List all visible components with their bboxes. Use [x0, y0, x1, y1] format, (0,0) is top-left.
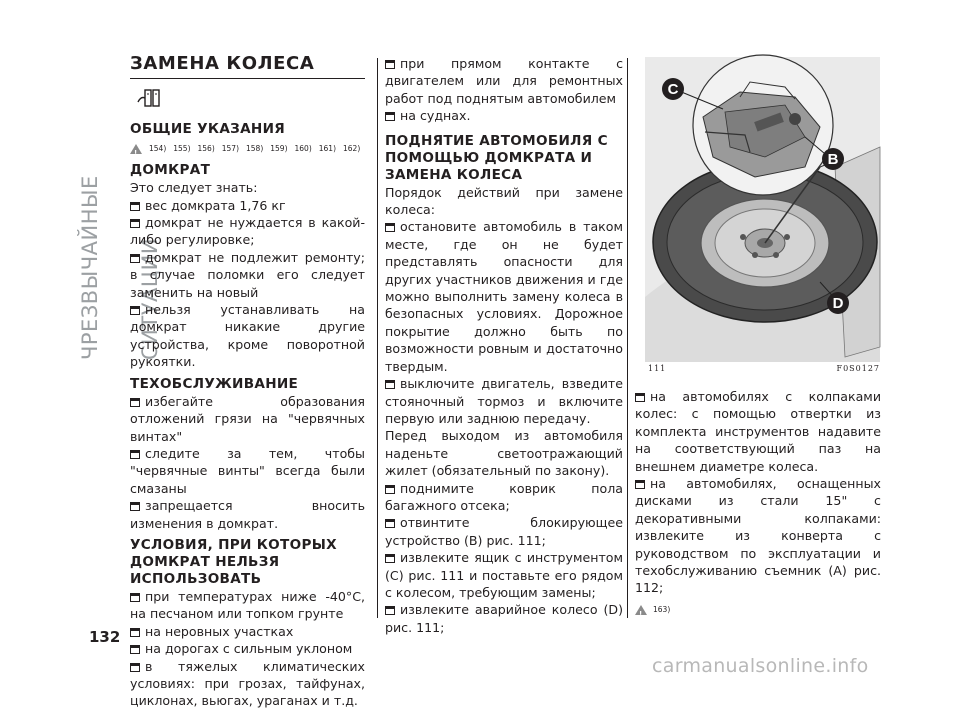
- list-item: нельзя устанавливать на домкрат никакие другие устройства, кроме поворотной рукоятки.: [130, 302, 365, 370]
- list-item: на неровных участках: [130, 623, 365, 640]
- lift-intro: Порядок действий при замене колеса:: [385, 184, 623, 218]
- list-item: следите за тем, чтобы "червячные винты" всегда были смазаны: [130, 445, 365, 496]
- page-number: 132: [89, 628, 121, 646]
- label-d-badge: [827, 292, 849, 314]
- list-item: на суднах.: [385, 107, 623, 124]
- bullet-icon: [385, 554, 395, 563]
- bullet-icon: [130, 645, 140, 654]
- ref: 160): [294, 143, 312, 153]
- bullet-icon: [385, 606, 395, 615]
- bullet-icon: [385, 519, 395, 528]
- bullet-icon: [130, 628, 140, 637]
- figure-code: F0S0127: [836, 364, 880, 373]
- section-title-general: ОБЩИЕ УКАЗАНИЯ: [130, 120, 286, 137]
- list-item: домкрат не подлежит ремонту; в случае поломки его следует заменить на новый: [130, 249, 365, 300]
- jack-intro: Это следует знать:: [130, 180, 258, 196]
- list-item: при температурах ниже -40°C, на песчаном или топком грунте: [130, 588, 365, 622]
- label-c: C: [667, 81, 679, 98]
- ref: 156): [197, 143, 215, 153]
- label-d: D: [832, 295, 844, 312]
- section-side-title: ЧРЕЗВЫЧАЙНЫЕ СИТУАЦИИ: [78, 175, 162, 360]
- list-item: в тяжелых климатических условиях: при грозах, тайфунах, циклонах, вьюгах, ураганах и т.д.: [130, 658, 365, 709]
- label-b: B: [827, 151, 839, 168]
- list-item: на дорогах с сильным уклоном: [130, 640, 365, 657]
- list-item: вес домкрата 1,76 кг: [130, 197, 365, 214]
- list-item: отвинтите блокирующее устройство (В) рис. 111;: [385, 515, 623, 548]
- list-item: при прямом контакте с двигателем или для ремонтных работ под поднятым автомобилем: [385, 56, 623, 106]
- bullet-icon: [635, 480, 645, 489]
- bullet-icon: [130, 202, 140, 211]
- ref: 158): [246, 143, 264, 153]
- section-title-lift: ПОДНЯТИЕ АВТОМОБИЛЯ С ПОМОЩЬЮ ДОМКРАТА И ЗАМЕНА КОЛЕСА: [385, 132, 608, 183]
- section-title-conditions: УСЛОВИЯ, ПРИ КОТОРЫХ ДОМКРАТ НЕЛЬЗЯ ИСПОЛЬЗОВАТЬ: [130, 536, 337, 587]
- list-item: избегайте образования отложений грязи на "червячных винтах": [130, 393, 365, 444]
- bullet-icon: [385, 380, 395, 389]
- manual-book-icon: [136, 87, 164, 109]
- list-item: извлеките ящик с инструментом (С) рис. 111 и поставьте его рядом с колесом, требующим замены;: [385, 550, 623, 600]
- ref: 162): [343, 143, 361, 153]
- section-title-jack: ДОМКРАТ: [130, 162, 211, 179]
- ref: 157): [221, 143, 239, 153]
- list-item: запрещается вносить изменения в домкрат.: [130, 498, 365, 531]
- ref: 159): [270, 143, 288, 153]
- bullet-icon: [130, 306, 140, 315]
- label-b-badge: [822, 148, 844, 170]
- bullet-icon: [385, 223, 395, 232]
- bullet-icon: [130, 219, 140, 228]
- bullet-icon: [385, 485, 395, 494]
- warning-ref: ! 163): [635, 601, 881, 618]
- list-item: поднимите коврик пола багажного отсека;: [385, 480, 623, 513]
- column-1: [130, 55, 365, 710]
- figure-caption: [648, 364, 880, 373]
- column-3: [635, 388, 881, 618]
- list-item: на автомобилях, оснащенных дисками из стали 15" с декоративными колпаками: извлеките из конверта с руководством по эксплуатации и техобслуживанию съемник (A) рис. 112;: [635, 476, 881, 596]
- bullet-icon: [385, 112, 395, 121]
- watermark: carmanualsonline.info: [652, 655, 869, 677]
- bullet-icon: [130, 450, 140, 459]
- warning-icon: [130, 144, 142, 154]
- list-item: домкрат не нуждается в какой-либо регулировке;: [130, 215, 365, 248]
- warning-icon: [635, 605, 647, 615]
- bullet-icon: [130, 254, 140, 263]
- bullet-icon: [130, 593, 140, 602]
- spare-wheel-figure: [645, 57, 880, 362]
- ref: 161): [318, 143, 336, 153]
- list-item: остановите автомобиль в таком месте, где он не будет представлять опасности для других участников движения и где можно выполнить замену колеса в безопасных условиях. Дорожное покрытие должно быть по возможности ровным и достаточно твердым.: [385, 219, 623, 374]
- warning-refs: [130, 140, 365, 157]
- spare-wheel-illustration: [645, 57, 880, 362]
- bullet-icon: [130, 398, 140, 407]
- list-item: выключите двигатель, взведите стояночный тормоз и включите первую или заднюю передачу.: [385, 376, 623, 426]
- ref: 154): [149, 143, 167, 153]
- bullet-icon: [385, 60, 395, 69]
- list-item: на автомобилях с колпаками колес: с помощью отвертки из комплекта инструментов надавите на соответствующий паз на внешнем диаметре колеса.: [635, 389, 881, 474]
- label-c-badge: [662, 78, 684, 100]
- figure-number: 111: [648, 364, 667, 373]
- column-divider: [627, 58, 628, 618]
- page-title: ЗАМЕНА КОЛЕСА: [130, 55, 365, 79]
- section-title-service: ТЕХОБСЛУЖИВАНИЕ: [130, 375, 299, 392]
- column-2: [385, 55, 623, 636]
- list-item: извлеките аварийное колесо (D) рис. 111;: [385, 602, 623, 635]
- column-divider: [377, 58, 378, 618]
- bullet-icon: [635, 393, 645, 402]
- vest-note: Перед выходом из автомобиля наденьте светоотражающий жилет (обязательный по закону).: [385, 428, 623, 479]
- bullet-icon: [130, 502, 140, 511]
- bullet-icon: [130, 663, 140, 672]
- ref: 155): [173, 143, 191, 153]
